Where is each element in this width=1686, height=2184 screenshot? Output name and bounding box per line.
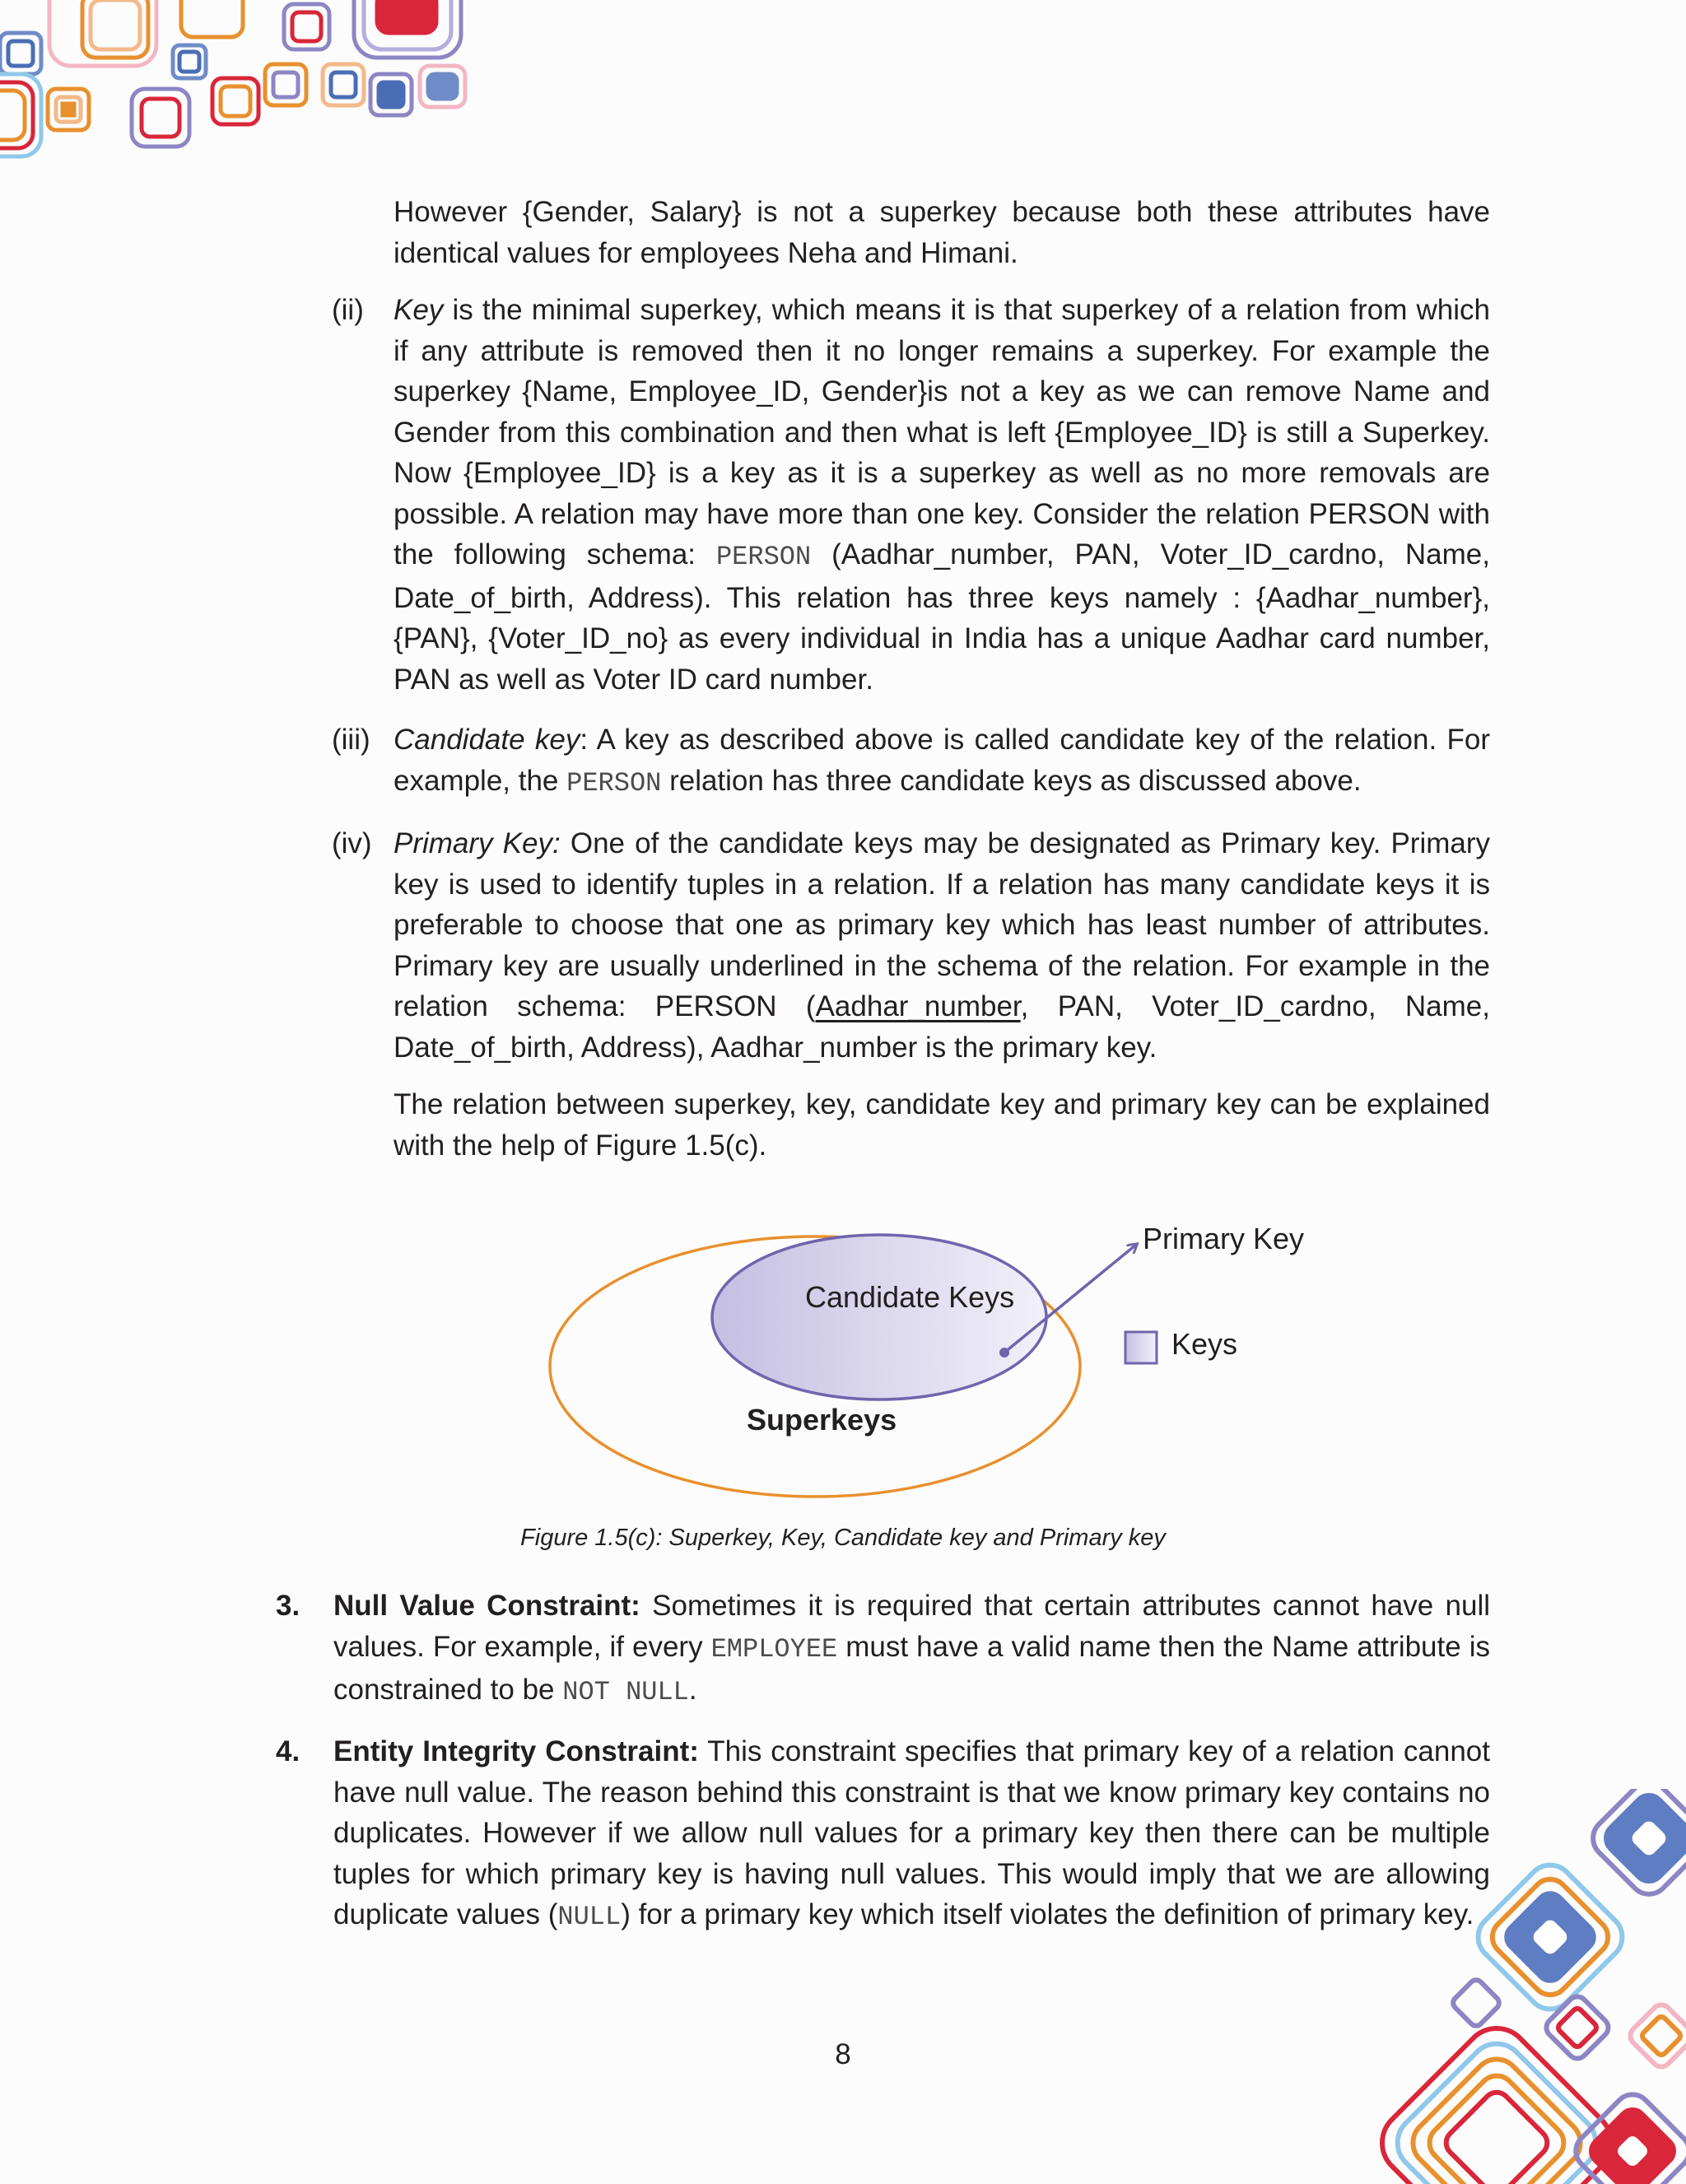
- item-marker-ii: (ii): [332, 294, 364, 326]
- item-3-null-value-constraint: [333, 1586, 1490, 1713]
- paragraph-relation: [394, 1084, 1490, 1166]
- paragraph-text: The relation between superkey, key, candidate key and primary key can be explained with the help of Figure 1.5(c).: [394, 1088, 1490, 1162]
- item-iii-candidate-key: [394, 719, 1490, 803]
- item-number-3: 3.: [276, 1590, 300, 1622]
- paragraph-gender-salary: [394, 192, 1490, 273]
- candidate-keys-ellipse: [712, 1235, 1046, 1399]
- item-3-text-2: must have a valid name then the Name attribute is constrained to be: [333, 1630, 1491, 1706]
- item-3-title: Null Value Constraint:: [333, 1590, 640, 1622]
- item-ii-text-2: (Aadhar_number, PAN, Voter_ID_cardno, Name, Date_of_birth, Address). This relation has three keys namely : {Aadhar_number}, {PAN}, {Voter_ID_no} as every individual in India has a unique Aadhar card number, PAN as well as Voter ID card number.: [394, 538, 1490, 696]
- item-iv-text-2: , PAN, Voter_ID_cardno, Name, Date_of_birth, Address), Aadhar_number is the primary key.: [394, 990, 1490, 1064]
- code-not-null: NOT NULL: [562, 1677, 689, 1707]
- primary-key-label: Primary Key: [1143, 1222, 1305, 1255]
- item-iii-text-1: : A key as described above is called candidate key of the relation. For example, the: [394, 724, 1491, 797]
- candidate-keys-label: Candidate Keys: [805, 1280, 1015, 1314]
- code-null: NULL: [557, 1902, 622, 1932]
- underlined-aadhar-number: Aadhar_number: [815, 990, 1021, 1022]
- keys-legend-swatch: [1125, 1332, 1157, 1363]
- term-key: Key: [394, 294, 444, 326]
- keys-legend-label: Keys: [1171, 1327, 1238, 1361]
- code-employee: EMPLOYEE: [710, 1633, 838, 1665]
- item-iv-primary-key: [394, 823, 1490, 1068]
- item-iii-text-2: relation has three candidate keys as discussed above.: [661, 764, 1362, 797]
- item-ii-key: [394, 290, 1490, 700]
- item-4-entity-integrity-constraint: [333, 1731, 1490, 1938]
- page-number: 8: [835, 2038, 851, 2070]
- item-4-title: Entity Integrity Constraint:: [333, 1735, 699, 1767]
- item-ii-text-1: is the minimal superkey, which means it is that superkey of a relation from which if any attribute is removed then it no longer remains a superkey. For example the superkey {Name, Employee_ID, Gender}is not a key as we can remove Name and Gender from this combination and then what is left {Employee_ID} is still a Superkey. Now {Employee_ID} is a key as it is a superkey as well as no more removals are possible. A relation may have more than one key. Consider the relation PERSON with the following schema:: [394, 294, 1490, 570]
- item-3-text-3: .: [688, 1674, 697, 1706]
- superkeys-label: Superkeys: [747, 1403, 897, 1437]
- figure-superkey-diagram: [535, 1202, 1358, 1498]
- decorative-pattern-top: [0, 0, 477, 165]
- item-4-text-1: This constraint specifies that primary key of a relation cannot have null value. The reason behind this constraint is that we know primary key contains no duplicates. However if we allow null values for a primary key then there can be multiple tuples for which primary key is having null values. This would imply that we are allowing duplicate values (: [333, 1735, 1490, 1930]
- item-3-text-1: Sometimes it is required that certain attributes cannot have null values. For example, if every: [333, 1590, 1491, 1663]
- paragraph-text: However {Gender, Salary} is not a superkey because both these attributes have identical values for employees Neha and Himani.: [394, 196, 1490, 269]
- code-person: PERSON: [715, 542, 812, 572]
- code-person: PERSON: [566, 767, 662, 799]
- item-iv-text-1: One of the candidate keys may be designated as Primary key. Primary key is used to identify tuples in a relation. If a relation has many candidate keys it is preferable to choose that one as primary key which has least number of attributes. Primary key are usually underlined in the schema of the relation. For example in the relation schema: PERSON (: [394, 827, 1490, 1022]
- item-marker-iv: (iv): [332, 827, 372, 859]
- item-number-4: 4.: [276, 1735, 300, 1767]
- figure-caption: Figure 1.5(c): Superkey, Key, Candidate key and Primary key: [520, 1525, 1166, 1551]
- term-candidate-key: Candidate key: [394, 724, 580, 756]
- term-primary-key: Primary Key:: [394, 827, 561, 859]
- item-marker-iii: (iii): [332, 724, 370, 756]
- item-4-text-2: ) for a primary key which itself violates the definition of primary key.: [621, 1898, 1474, 1930]
